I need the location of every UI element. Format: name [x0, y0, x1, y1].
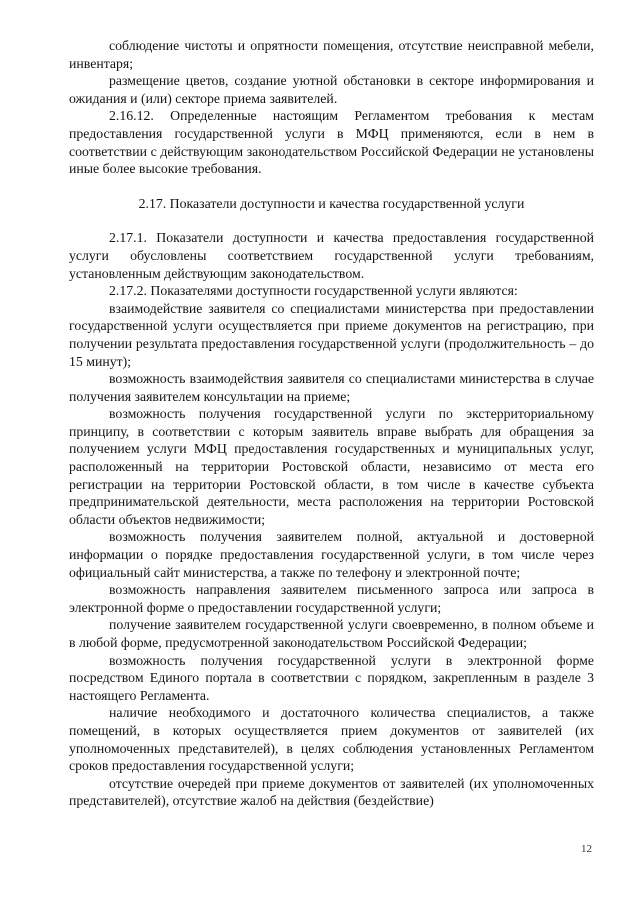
- paragraph: возможность получения государственной услуги в электронной форме посредством Единого портала в соответствии с порядком, закрепленным в разделе 3 настоящего Регламента.: [69, 652, 594, 703]
- paragraph: размещение цветов, создание уютной обстановки в секторе информирования и ожидания и (или) секторе приема заявителей.: [69, 73, 594, 106]
- paragraph: получение заявителем государственной услуги своевременно, в полном объеме и в любой форме, предусмотренной законодательством Российской Федерации;: [69, 617, 594, 650]
- spacer: [69, 212, 594, 229]
- paragraph: возможность взаимодействия заявителя со специалистами министерства в случае получения заявителем консультации на приеме;: [69, 371, 594, 404]
- paragraph: возможность получения государственной услуги по экстерриториальному принципу, в соответствии с которым заявитель вправе выбрать для обращения за получением услуги МФЦ предоставления государственных и муниципальных услуг, расположенный на территории Ростовской области, независимо от места его регистрации на территории Ростовской области, в том числе в качестве субъекта предпринимательской деятельности, места расположения на территории Ростовской области объектов недвижимости;: [69, 406, 594, 527]
- paragraph: 2.16.12. Определенные настоящим Регламентом требования к местам предоставления государственной услуги в МФЦ применяются, если в нем в соответствии с действующим законодательством Российской Федерации не установлены иные более высокие требования.: [69, 108, 594, 177]
- paragraph: возможность получения заявителем полной, актуальной и достоверной информации о порядке предоставления государственной услуги, в том числе через официальный сайт министерства, а также по телефону и электронной почте;: [69, 529, 594, 580]
- paragraph: возможность направления заявителем письменного запроса или запроса в электронной форме о предоставлении государственной услуги;: [69, 582, 594, 615]
- document-body: [69, 37, 594, 810]
- page-number: 12: [581, 843, 592, 855]
- paragraph: наличие необходимого и достаточного количества специалистов, а также помещений, в которых осуществляется прием документов от заявителей (их уполномоченных представителей), в целях соблюдения установленных Регламентом сроков предоставления государственной услуги;: [69, 705, 594, 774]
- spacer: [69, 178, 594, 195]
- section-heading: 2.17. Показатели доступности и качества государственной услуги: [138, 195, 525, 211]
- paragraph: 2.17.2. Показателями доступности государственной услуги являются:: [109, 283, 518, 299]
- paragraph: соблюдение чистоты и опрятности помещения, отсутствие неисправной мебели, инвентаря;: [69, 38, 594, 71]
- paragraph: взаимодействие заявителя со специалистами министерства при предоставлении государственной услуги осуществляется при приеме документов на регистрацию, при получении результата предоставления государственной услуги (продолжительность – до 15 минут);: [69, 300, 594, 369]
- paragraph: 2.17.1. Показатели доступности и качества предоставления государственной услуги обусловлены соответствием государственной услуги требованиям, установленным действующим законодательством.: [69, 230, 594, 281]
- paragraph: отсутствие очередей при приеме документов от заявителей (их уполномоченных представителей), отсутствие жалоб на действия (бездействие): [69, 775, 594, 809]
